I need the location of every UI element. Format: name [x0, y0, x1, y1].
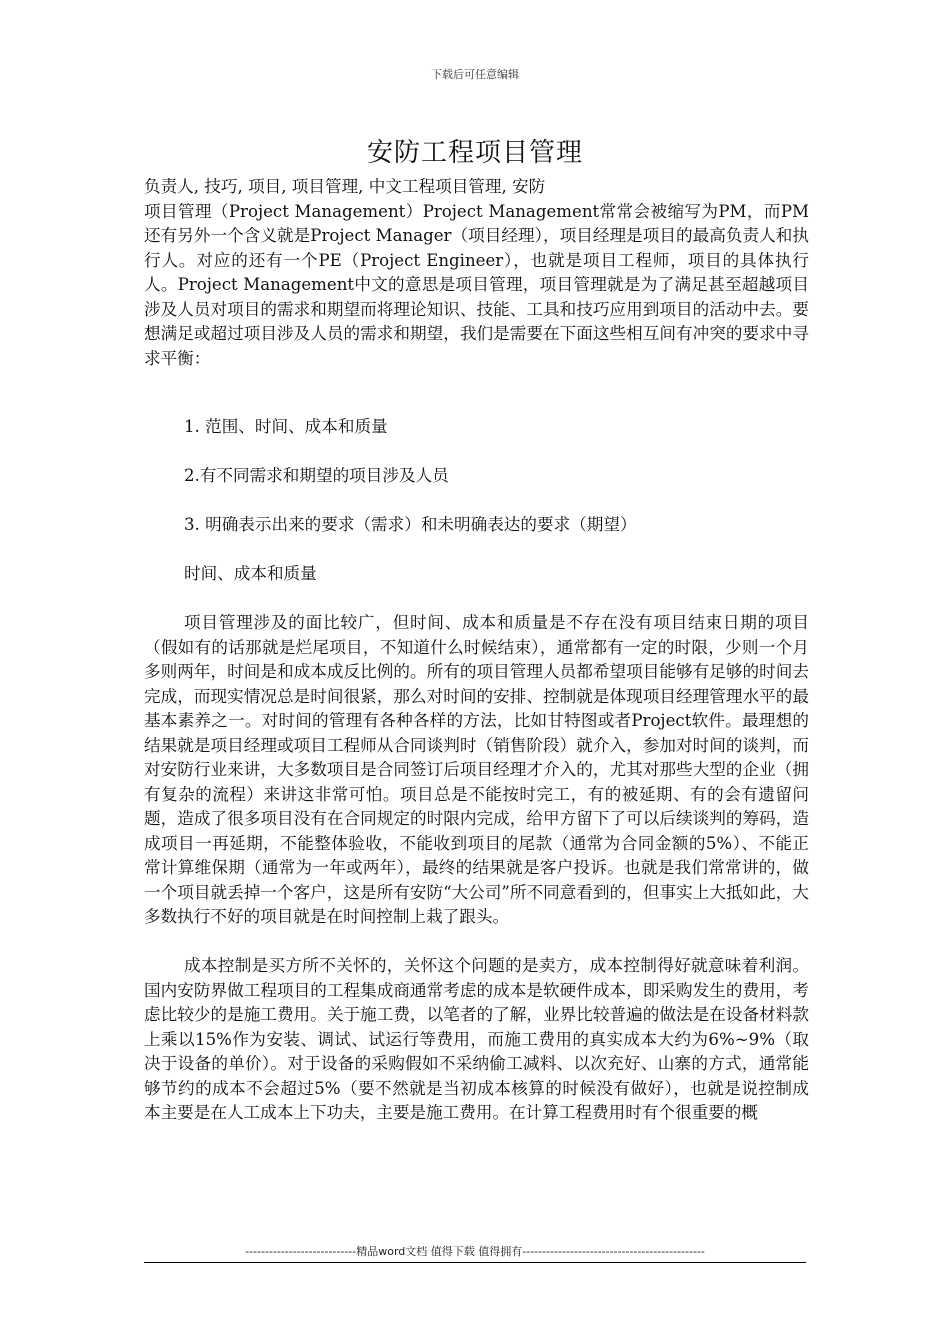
section-heading: 时间、成本和质量	[184, 564, 317, 583]
list-item-1: 1. 范围、时间、成本和质量	[184, 417, 388, 436]
paragraph-gap	[144, 930, 809, 955]
spacer	[144, 371, 809, 415]
intro-paragraph: 项目管理（Project Management）Project Management常常会被缩写为PM，而PM还有另外一个含义就是Project Manager（项目经理），项目经理是项目的最高负责人和执行人。对应的还有一个PE（Project Engineer），也就是项目工程师，项目的具体执行人。Project Management中文的意思是项目管理，项目管理就是为了满足甚至超越项目涉及人员对项目的需求和期望而将理论知识、技能、工具和技巧应用到项目的活动中去。要想满足或超过项目涉及人员的需求和期望，我们是需要在下面这些相互间有冲突的要求中寻求平衡：	[144, 201, 809, 368]
document-body	[144, 175, 809, 1126]
header-note: 下载后可任意编辑	[431, 68, 519, 81]
keywords-line: 负责人, 技巧, 项目, 项目管理, 中文工程项目管理, 安防	[144, 177, 546, 196]
list-item-3: 3. 明确表示出来的要求（需求）和未明确表达的要求（期望）	[184, 515, 637, 534]
paragraph-cost: 成本控制是买方所不关怀的，关怀这个问题的是卖方，成本控制得好就意味着利润。国内安防界做工程项目的工程集成商通常考虑的成本是软硬件成本，即采购发生的费用，考虑比较少的是施工费用。关于施工费，以笔者的了解，业界比较普遍的做法是在设备材料款上乘以15%作为安装、调试、试运行等费用，而施工费用的真实成本大约为6%~9%（取决于设备的单价）。对于设备的采购假如不采纳偷工减料、以次充好、山寨的方式，通常能够节约的成本不会超过5%（要不然就是当初成本核算的时候没有做好），也就是说控制成本主要是在人工成本上下功夫，主要是施工费用。在计算工程费用时有个很重要的概	[144, 956, 809, 1122]
footer-rule	[144, 1262, 806, 1263]
document-title: 安防工程项目管理	[366, 138, 583, 168]
list-item-2: 2.有不同需求和期望的项目涉及人员	[184, 466, 449, 485]
footer-text: ----------------------------精品word文档 值得下载 值得拥有----------------------------------------------	[245, 1245, 705, 1258]
paragraph-time: 项目管理涉及的面比较广，但时间、成本和质量是不存在没有项目结束日期的项目（假如有的话那就是烂尾项目，不知道什么时候结束），通常都有一定的时限，少则一个月多则两年，时间是和成本成反比例的。所有的项目管理人员都希望项目能够有足够的时间去完成，而现实情况总是时间很紧，那么对时间的安排、控制就是体现项目经理管理水平的最基本素养之一。对时间的管理有各种各样的方法，比如甘特图或者Project软件。最理想的结果就是项目经理或项目工程师从合同谈判时（销售阶段）就介入，参加对时间的谈判，而对安防行业来讲，大多数项目是合同签订后项目经理才介入的，尤其对那些大型的企业（拥有复杂的流程）来讲这非常可怕。项目总是不能按时完工，有的被延期、有的会有遗留问题，造成了很多项目没有在合同规定的时限内完成，给甲方留下了可以后续谈判的筹码，造成项目一再延期，不能整体验收，不能收到项目的尾款（通常为合同金额的5%）、不能正常计算维保期（通常为一年或两年），最终的结果就是客户投诉。也就是我们常常讲的，做一个项目就丢掉一个客户，这是所有安防“大公司”所不同意看到的，但事实上大抵如此，大多数执行不好的项目就是在时间控制上栽了跟头。	[144, 613, 809, 926]
